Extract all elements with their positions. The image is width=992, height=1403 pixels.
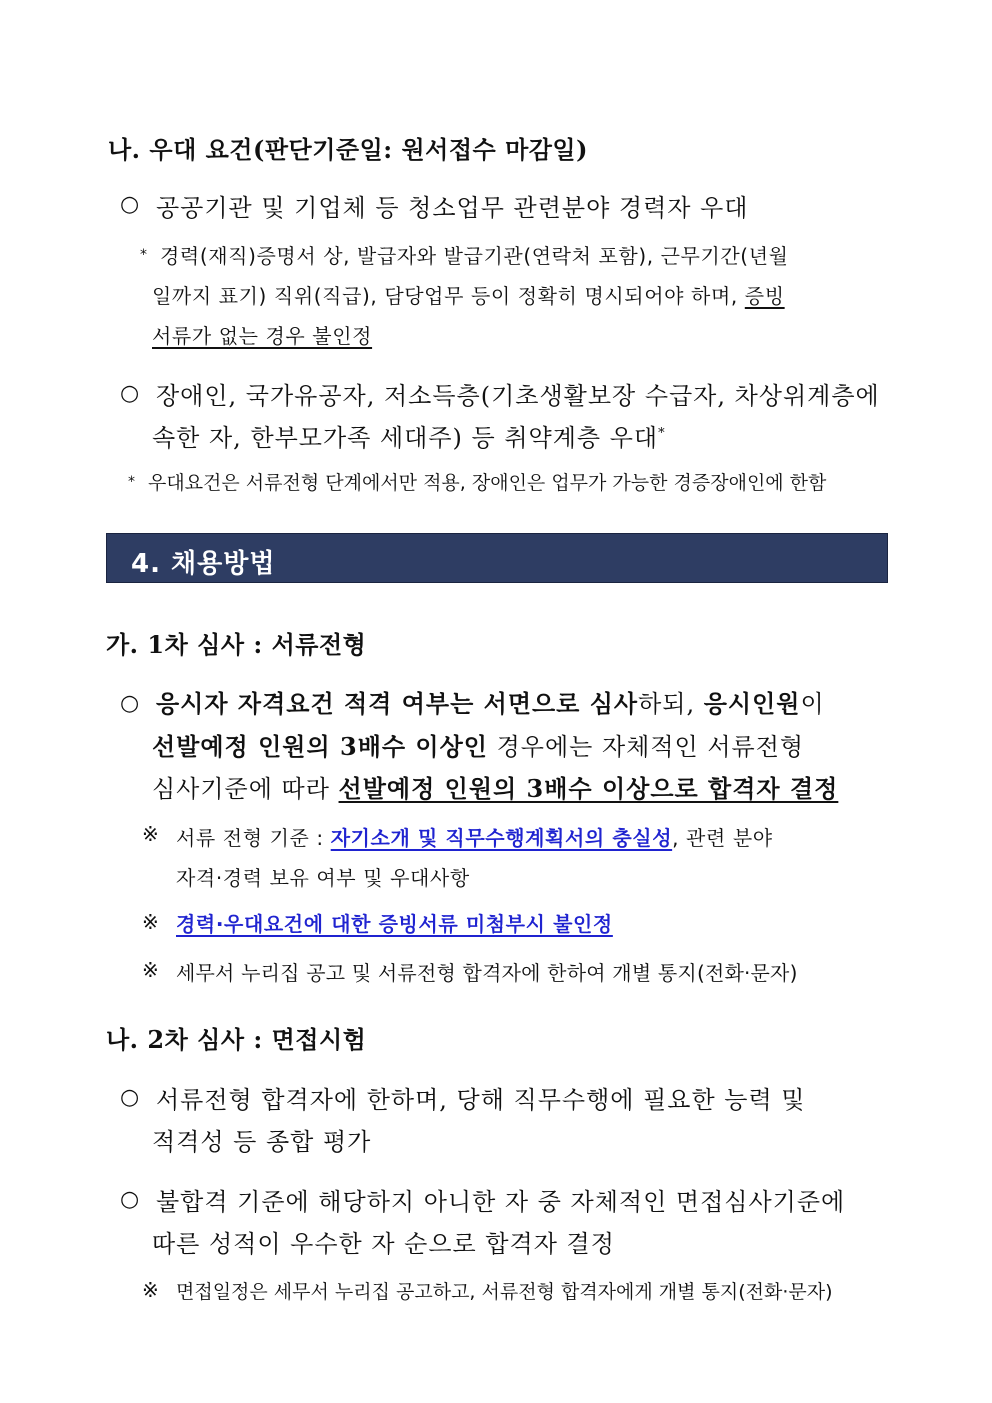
second-review-item-2-line-2: 따른 성적이 우수한 자 순으로 합격자 결정	[152, 1230, 615, 1258]
text: 하되,	[638, 690, 704, 718]
asterisk-icon: *	[128, 474, 135, 490]
text: 경우에는 자체적인 서류전형	[487, 733, 805, 761]
item-text: 속한 자, 한부모가족 세대주) 등 취약계층 우대	[152, 424, 659, 452]
first-review-ref-3: 세무서 누리집 공고 및 서류전형 합격자에 한하여 개별 통지(전화·문자)	[176, 961, 798, 985]
text: 심사기준에 따라	[152, 775, 339, 803]
section-banner	[106, 533, 888, 583]
note-text: 일까지 표기) 직위(직급), 담당업무 등이 정확히 명시되어야 하며,	[152, 284, 745, 308]
bold-underlined-text: 선발예정 인원의 3배수 이상으로 합격자 결정	[338, 774, 839, 803]
text: , 관련 분야	[672, 826, 773, 850]
bullet-icon: ○	[120, 381, 140, 406]
preference-item-2-line-2	[152, 418, 666, 453]
banner-title: 4. 채용방법	[131, 549, 276, 579]
bullet-icon: ○	[120, 1187, 140, 1212]
first-review-ref-1-line-1	[176, 822, 773, 851]
section-heading-second-review: 나. 2차 심사 : 면접시험	[106, 1025, 367, 1054]
first-review-line-2	[152, 727, 804, 762]
text: 서류 전형 기준 :	[176, 826, 331, 850]
reference-mark-icon: ※	[142, 958, 159, 982]
bold-text: 응시자 자격요건 적격 여부는 서면으로 심사	[156, 689, 639, 718]
first-review-ref-2: 경력·우대요건에 대한 증빙서류 미첨부시 불인정	[176, 912, 613, 936]
section-heading-preference: 나. 우대 요건(판단기준일: 원서접수 마감일)	[108, 135, 588, 164]
bold-text: 선발예정 인원의 3배수 이상인	[152, 732, 488, 761]
preference-note-1-line-1: 경력(재직)증명서 상, 발급자와 발급기관(연락처 포함), 근무기간(년월	[160, 244, 789, 268]
preference-note-1-line-3: 서류가 없는 경우 불인정	[152, 324, 373, 348]
first-review-line-3	[152, 769, 838, 804]
asterisk-icon: *	[658, 426, 666, 441]
second-review-ref-1: 면접일정은 세무서 누리집 공고하고, 서류전형 합격자에게 개별 통지(전화·문자)	[176, 1281, 833, 1303]
second-review-item-1-line-1: 서류전형 합격자에 한하며, 당해 직무수행에 필요한 능력 및	[156, 1086, 806, 1114]
first-review-line-1	[156, 684, 825, 719]
section-heading-first-review: 가. 1차 심사 : 서류전형	[106, 630, 367, 659]
note-underlined-text: 증빙	[744, 284, 785, 308]
bullet-icon: ○	[120, 1085, 140, 1110]
highlight-link-text: 자기소개 및 직무수행계획서의 충실성	[330, 826, 673, 850]
bold-text: 응시인원	[703, 689, 801, 718]
preference-item-2-line-1: 장애인, 국가유공자, 저소득층(기초생활보장 수급자, 차상위계층에	[156, 382, 880, 410]
reference-mark-icon: ※	[142, 822, 159, 846]
second-review-item-2-line-1: 불합격 기준에 해당하지 아니한 자 중 자체적인 면접심사기준에	[156, 1188, 846, 1216]
bullet-icon: ○	[120, 691, 140, 716]
text: 이	[800, 690, 825, 718]
reference-mark-icon: ※	[142, 1278, 159, 1302]
reference-mark-icon: ※	[142, 910, 159, 934]
bullet-icon: ○	[120, 192, 140, 217]
preference-item-1: 공공기관 및 기업체 등 청소업무 관련분야 경력자 우대	[156, 194, 749, 222]
second-review-item-1-line-2: 적격성 등 종합 평가	[152, 1128, 372, 1156]
preference-note-2: 우대요건은 서류전형 단계에서만 적용, 장애인은 업무가 가능한 경증장애인에 한함	[148, 472, 827, 494]
first-review-ref-1-line-2: 자격·경력 보유 여부 및 우대사항	[176, 866, 470, 890]
asterisk-icon: *	[140, 247, 147, 263]
preference-note-1-line-2	[152, 280, 785, 309]
